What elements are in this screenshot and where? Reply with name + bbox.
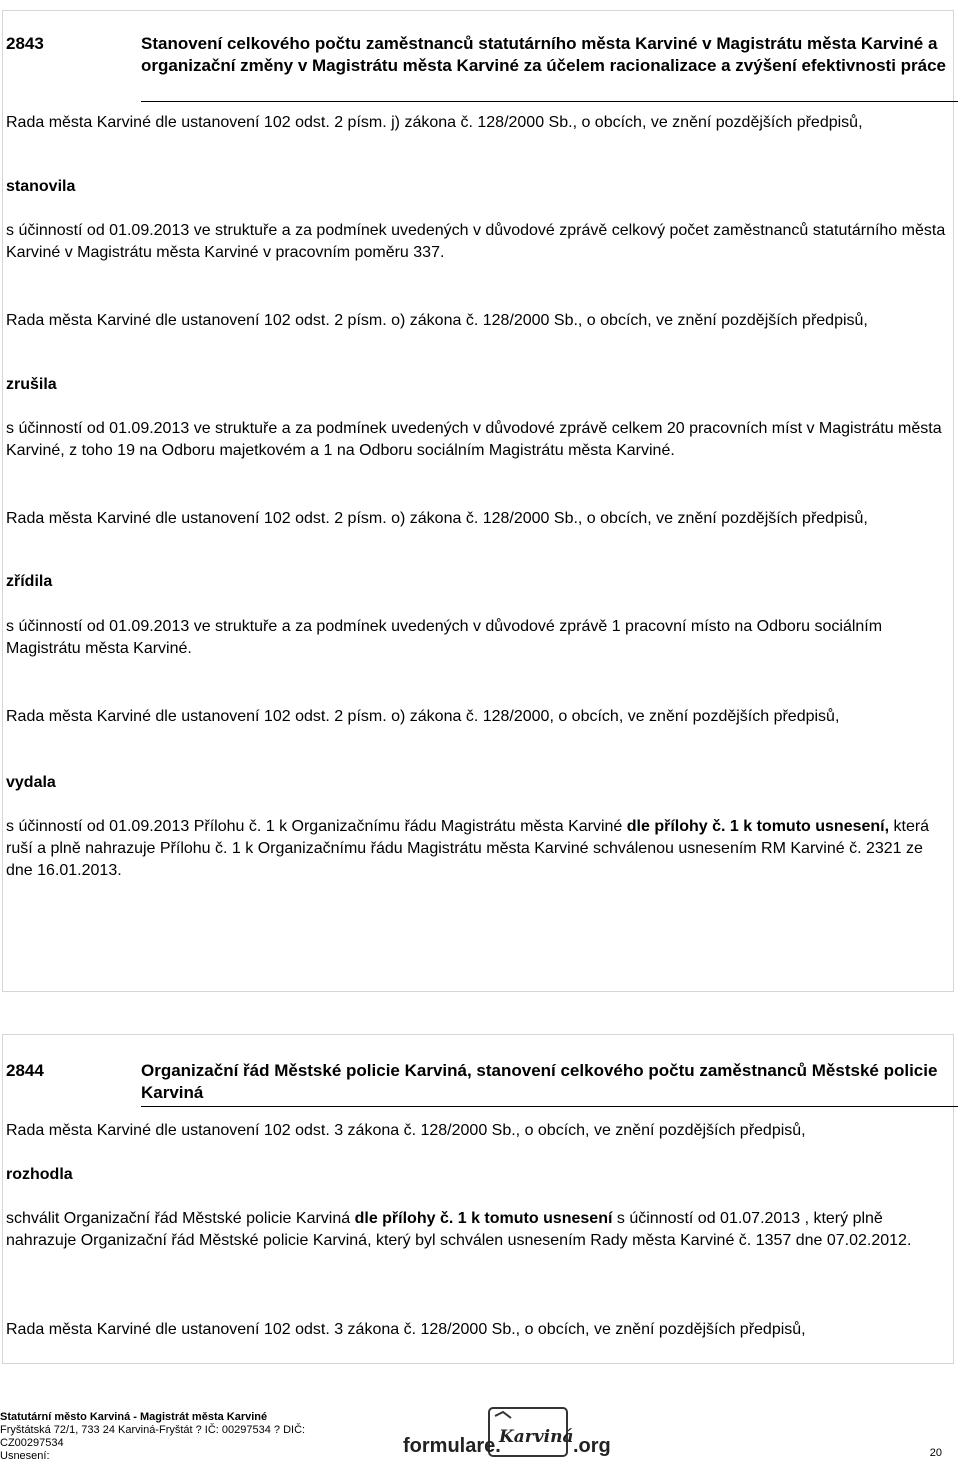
legal-basis-text: Rada města Karviné dle ustanovení 102 odst. 2 písm. j) zákona č. 128/2000 Sb., o obcích, ve znění pozdějších předpisů, bbox=[6, 114, 863, 131]
resolution-title: Stanovení celkového počtu zaměstnanců statutárního města Karviné v Magistrátu města Karviné a organizační změny v Magistrátu města Karviné za účelem racionalizace a zvýšení efektivnosti práce bbox=[141, 34, 947, 75]
decision-verb: vydala bbox=[6, 774, 56, 791]
logo-text-mid: Karviná bbox=[499, 1427, 574, 1447]
legal-basis-text: Rada města Karviné dle ustanovení 102 odst. 2 písm. o) zákona č. 128/2000 Sb., o obcích, ve znění pozdějších předpisů, bbox=[6, 510, 868, 527]
legal-basis-text: Rada města Karviné dle ustanovení 102 odst. 3 zákona č. 128/2000 Sb., o obcích, ve znění pozdějších předpisů, bbox=[6, 1122, 806, 1139]
footer-address: Fryštátská 72/1, 733 24 Karviná-Fryštát ? IČ: 00297534 ? DIČ: bbox=[0, 1424, 306, 1436]
title-divider bbox=[141, 1106, 958, 1107]
decision-text: s účinností od 01.09.2013 Přílohu č. 1 k Organizačnímu řádu Magistrátu města Karviné dle přílohy č. 1 k tomuto usnesení, která ruší a plně nahrazuje Přílohu č. 1 k Organizačnímu řádu Magistrátu města Karviné schválenou usnesením RM Karviné č. 2321 ze dne 16.01.2013. bbox=[6, 818, 930, 879]
legal-basis-text: Rada města Karviné dle ustanovení 102 odst. 2 písm. o) zákona č. 128/2000, o obcích, ve znění pozdějších předpisů, bbox=[6, 708, 840, 725]
decision-verb: stanovila bbox=[6, 178, 76, 195]
resolution-title: Organizační řád Městské policie Karviná, stanovení celkového počtu zaměstnanců Městské policie Karviná bbox=[141, 1061, 938, 1102]
decision-text: s účinností od 01.09.2013 ve struktuře a za podmínek uvedených v důvodové zprávě 1 pracovní místo na Odboru sociálním Magistrátu města Karviné. bbox=[6, 618, 883, 657]
formulare-logo bbox=[403, 1404, 613, 1465]
footer-label: Usnesení: bbox=[0, 1450, 50, 1462]
resolution-number: 2843 bbox=[6, 34, 44, 53]
logo-roof-shape bbox=[495, 1412, 511, 1418]
decision-text: schválit Organizační řád Městské policie Karviná dle přílohy č. 1 k tomuto usnesení s účinností od 01.07.2013 , který plně nahrazuje Organizační řád Městské policie Karviná, který byl schválen usnesením Rady města Karviné č. 1357 dne 07.02.2012. bbox=[6, 1210, 912, 1249]
logo-text-left: formulare. bbox=[403, 1435, 501, 1457]
footer-dic: CZ00297534 bbox=[0, 1437, 64, 1449]
page-number: 20 bbox=[929, 1447, 942, 1459]
decision-verb: rozhodla bbox=[6, 1166, 73, 1183]
logo-text-right: .org bbox=[573, 1435, 611, 1457]
decision-text: s účinností od 01.09.2013 ve struktuře a za podmínek uvedených v důvodové zprávě celkem 20 pracovních míst v Magistrátu města Karviné, z toho 19 na Odboru majetkovém a 1 na Odboru sociálním Magistrátu města Karviné. bbox=[6, 420, 942, 459]
footer-organization: Statutární město Karviná - Magistrát města Karviné bbox=[0, 1411, 268, 1423]
decision-verb: zrušila bbox=[6, 376, 57, 393]
resolution-number: 2844 bbox=[6, 1061, 44, 1080]
legal-basis-text: Rada města Karviné dle ustanovení 102 odst. 3 zákona č. 128/2000 Sb., o obcích, ve znění pozdějších předpisů, bbox=[6, 1321, 806, 1338]
decision-verb: zřídila bbox=[6, 573, 53, 590]
decision-text: s účinností od 01.09.2013 ve struktuře a za podmínek uvedených v důvodové zprávě celkový počet zaměstnanců statutárního města Karviné v Magistrátu města Karviné v pracovním poměru 337. bbox=[6, 222, 946, 261]
legal-basis-text: Rada města Karviné dle ustanovení 102 odst. 2 písm. o) zákona č. 128/2000 Sb., o obcích, ve znění pozdějších předpisů, bbox=[6, 312, 868, 329]
title-divider bbox=[141, 101, 958, 102]
